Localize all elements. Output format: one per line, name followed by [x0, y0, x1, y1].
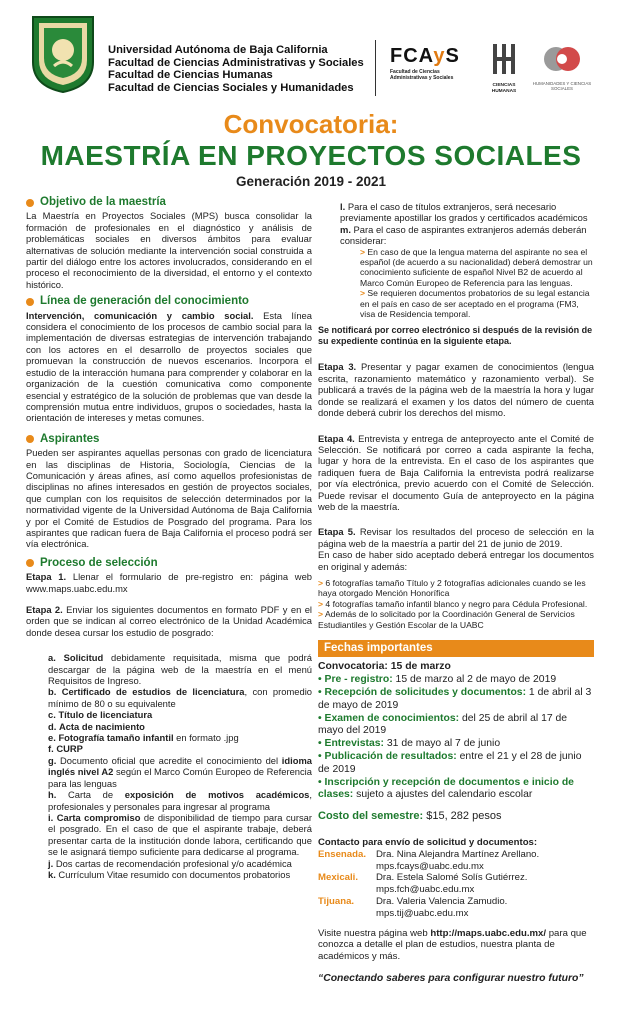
header-divider — [375, 40, 376, 96]
list-item: k. Currículum Vitae resumido con documentos probatorios — [48, 868, 291, 880]
hs-symbol-icon — [542, 42, 582, 76]
list-item: a. Solicitud debidamente requisitada, misma que podrá descargar de la página web de la maestría en el menú Requisitos de Ingreso. — [48, 652, 312, 687]
list-item: j. Dos cartas de recomendación profesional y/o académica — [48, 857, 292, 869]
list-item: m. Para el caso de aspirantes extranjeros además deberán considerar: — [340, 223, 587, 247]
document-list — [26, 652, 312, 880]
contact-email[interactable]: mps.fcays@uabc.edu.mx — [376, 860, 484, 872]
section-heading-proceso: Proceso de selección — [26, 558, 312, 569]
university-names — [108, 44, 364, 94]
aspirantes-text: Pueden ser aspirantes aquellas personas con grado de licenciatura en las disciplinas de Historia, Sociología, Ciencias de la Comunicación y áreas afines, así como aquellos profesionistas de disciplinas no afines interesados en gestión de proyectos sociales, que cumplan con los requisitos de selección determinados por la normatividad vigente de la Universidad Autónoma de Baja California y por el Comité de Estudios de Posgrado del programa. Para los aspirantes que radican fuera de Baja California el proceso podrá ser vía electrónica. — [26, 447, 312, 550]
list-item: d. Acta de nacimiento — [48, 720, 145, 732]
etapa3-text: Etapa 3. Presentar y pagar examen de conocimientos (lengua escrita, razonamiento matemático y razonamiento verbal). Se publicará a través de la página web de la maestría la hora y lugar donde se realizará el examen y los datos del número de cuenta donde deberá cubrir los derechos del mismo. — [318, 361, 595, 419]
sub-list-item: > En caso de que la lengua materna del aspirante no sea el español (de acuerdo a su nacionalidad) deberá demostrar un conocimiento suficiente de español Nivel B2 de acuerdo al Marco Común Europeo de Referencia para las lenguas. — [360, 246, 593, 288]
etapa5-text: Etapa 5. Revisar los resultados del proceso de selección en la página web de la maestría a partir del 21 de junio de 2019. — [318, 526, 595, 549]
date-row: • Entrevistas: 31 de mayo al 7 de junio — [318, 738, 501, 750]
section-heading-aspirantes: Aspirantes — [26, 434, 312, 445]
arrow-icon: > — [360, 246, 366, 257]
slogan-quote: “Conectando saberes para configurar nuestro futuro” — [318, 972, 584, 984]
list-item: i. Carta compromiso de disponibilidad de tiempo para cursar el posgrado. En el caso de que el aspirante trabaje, deberá presentar carta de la institución donde labora, certificando que se le asignará tiempo suficiente para dedicarse al programa. — [48, 811, 312, 858]
sub-list-item: > 6 fotografías tamaño Título y 2 fotografías adicionales cuando se les haya otorgado Mención Honorífica — [318, 577, 586, 599]
ciencias-humanas-logo — [480, 42, 528, 94]
left-column — [26, 197, 312, 880]
date-row: • Pre - registro: 15 de marzo al 2 de mayo de 2019 — [318, 674, 557, 686]
linea-text: Intervención, comunicación y cambio social. Esta línea considera el conocimiento de los procesos de cambio social para la implementación de diversas estrategias de intervención trabajando con los actores en el desarrollo de proyectos sociales que promuevan la construcción de nuevos escenarios. Incorpora el estudio de la interacción humana para comprender y colaborar en la organización de la cuestión comunicativa como componente esencial y estratégico de la solución de problemas que van desde la comprensión mutua entre individuos, grupos o sociedades, hasta la orientación de intereses y metas comunes. — [26, 309, 312, 424]
contact-name: Dra. Valeria Valencia Zamudio. — [376, 895, 508, 907]
contact-city: Ensenada. — [318, 848, 366, 860]
arrow-icon: > — [318, 609, 324, 620]
program-title: MAESTRÍA EN PROYECTOS SOCIALES — [40, 140, 582, 171]
date-row: • Examen de conocimientos: del 25 de abril al 17 de mayo del 2019 — [318, 712, 568, 737]
date-row: • Publicación de resultados: entre el 21 y el 28 de junio de 2019 — [318, 750, 582, 775]
bullet-dot-icon — [26, 559, 34, 567]
contact-city: Mexicali. — [318, 872, 358, 884]
hs-logo-subtitle: HUMANIDADES Y CIENCIAS SOCIALES — [532, 81, 592, 92]
objetivo-text: La Maestría en Proyectos Sociales (MPS) busca consolidar la formación de profesionales en el diagnóstico y análisis de problemáticas sociales en diversos ámbitos para evaluar alternativas de solución mediante la intervención social construida a partir del diálogo entre los actores involucrados, considerando en el proceso el reconocimiento de la diversidad, el entorno y el contexto histórico. — [26, 210, 312, 290]
arrow-icon: > — [318, 577, 324, 588]
bullet-dot-icon — [26, 435, 34, 443]
arrow-icon: > — [318, 598, 324, 609]
etapa5-text2: En caso de haber sido aceptado deberá entregar los documentos en original y además: — [318, 549, 594, 572]
university-line: Universidad Autónoma de Baja California — [108, 44, 328, 56]
section-heading-objetivo: Objetivo de la maestría — [26, 197, 312, 208]
sub-list-item: > Se requieren documentos probatorios de su legal estancia en el país en caso de ser aceptado en el programa (FM3, visa de Residencia temporal. — [360, 288, 590, 320]
generation-subtitle: Generación 2019 - 2021 — [235, 174, 387, 189]
uabc-shield-logo — [30, 14, 96, 94]
ch-logo-subtitle: CIENCIAS HUMANAS — [491, 83, 517, 94]
etapa1-text: Etapa 1. Llenar el formulario de pre-registro en: página web www.maps.uabc.edu.mx — [26, 571, 313, 594]
faculty-line: Facultad de Ciencias Sociales y Humanidades — [108, 81, 354, 94]
contacto-heading: Contacto para envío de solicitud y documentos: — [318, 836, 538, 848]
contact-email[interactable]: mps.tij@uabc.edu.mx — [376, 907, 469, 919]
bullet-dot-icon — [26, 199, 34, 207]
date-row: • Recepción de solicitudes y documentos: 1 de abril al 3 de mayo de 2019 — [318, 687, 592, 711]
convocatoria-title: Convocatoria: — [223, 109, 399, 139]
faculty-line: Facultad de Ciencias Administrativas y Sociales — [108, 56, 364, 69]
fechas-heading-bar: Fechas importantes — [318, 640, 594, 657]
sub-list-item: > Además de lo solicitado por la Coordinación General de Servicios Estudiantiles y Gestión Escolar de la UABC — [318, 609, 575, 630]
contact-name: Dra. Nina Alejandra Martínez Arellano. — [376, 848, 540, 860]
list-item: c. Título de licenciatura — [48, 709, 153, 721]
convocatoria-date: Convocatoria: 15 de marzo — [318, 661, 451, 673]
list-item: l. Para el caso de títulos extranjeros, será necesario previamente apostillar los grados y certificados académicos — [340, 201, 588, 224]
section-heading-linea: Línea de generación del conocimiento — [26, 296, 312, 307]
costo-semestre: Costo del semestre: $15, 282 pesos — [318, 810, 502, 823]
list-item: b. Certificado de estudios de licenciatura, con promedio mínimo de 80 o su equivalente — [48, 686, 312, 709]
contact-name: Dra. Estela Salomé Solís Gutiérrez. — [376, 872, 528, 884]
list-item: e. Fotografía tamaño infantil en formato .jpg — [48, 732, 239, 744]
etapa2-text: Etapa 2. Enviar los siguientes documentos en formato PDF y en el orden que se indican al correo electrónico de la Unidad Académica donde desea cursar los estudio de posgrado: — [26, 604, 313, 638]
contact-row — [318, 849, 594, 873]
date-row: • Inscripción y recepción de documentos e inicio de clases: sujeto a ajustes del calendario escolar — [318, 776, 574, 801]
list-item: h. Carta de exposición de motivos académicos, profesionales y personales para ingresar al programa — [48, 789, 312, 812]
document-list-continued — [318, 201, 594, 319]
visit-text: Visite nuestra página web http://maps.uabc.edu.mx/ para que conozca a detalle el plan de estudios, nuestra planta de académicos y más. — [318, 927, 587, 963]
faculty-line: Facultad de Ciencias Humanas — [108, 69, 273, 82]
notice-text: Se notificará por correo electrónico si después de la revisión de su expediente continúa en la siguiente etapa. — [318, 325, 593, 347]
fcays-logo-subtitle: Facultad de Ciencias Administrativas y Sociales — [390, 69, 454, 81]
etapa4-text: Etapa 4. Entrevista y entrega de anteproyecto ante el Comité de Selección. Se notificará por correo a cada aspirante la fecha, lugar y hora de la entrevista. En el caso de los aspirantes que radiquen fuera de Baja California la entrevista podrá realizarse por vía electrónica, previo acuerdo con el Comité de Selección. Puede revisar el documento Guía de anteproyecto en la página web de la maestría. — [318, 432, 594, 512]
bullet-dot-icon — [26, 298, 34, 306]
humanidades-logo — [532, 42, 592, 91]
list-item: f. CURP — [48, 743, 83, 755]
contacto-section — [318, 837, 594, 985]
right-column — [318, 201, 594, 985]
fcays-logo: FCAyS Facultad de Ciencias Administrativas y Sociales — [390, 46, 470, 81]
website-link[interactable]: http://maps.uabc.edu.mx/ — [430, 927, 547, 939]
contact-row — [318, 896, 594, 920]
fechas-list — [318, 661, 594, 823]
contact-city: Tijuana. — [318, 895, 355, 907]
ch-symbol-icon — [489, 42, 519, 78]
contact-row — [318, 872, 594, 896]
sub-list-item: > 4 fotografías tamaño infantil blanco y negro para Cédula Profesional. — [318, 598, 588, 609]
contact-email[interactable]: mps.fch@uabc.edu.mx — [376, 884, 475, 896]
list-item: g. Documento oficial que acredite el conocimiento del idioma inglés nivel A2 según el Marco Común Europeo de Referencia para las lenguas — [48, 754, 312, 789]
arrow-icon: > — [360, 288, 366, 299]
